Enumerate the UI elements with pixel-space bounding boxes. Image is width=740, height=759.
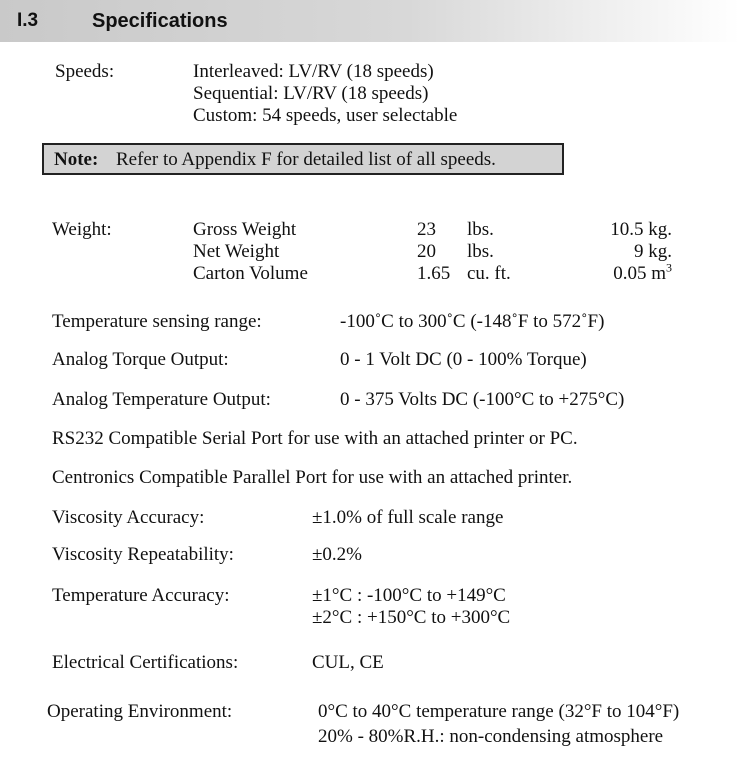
note-text: Refer to Appendix F for detailed list of all speeds.: [116, 149, 496, 170]
carton-volume-unit: cu. ft.: [467, 263, 511, 284]
operating-env-line-2: 20% - 80%R.H.: non-condensing atmosphere: [318, 726, 664, 747]
section-title: Specifications: [92, 10, 228, 32]
carton-volume-name: Carton Volume: [193, 263, 308, 284]
viscosity-repeatability-label: Viscosity Repeatability:: [52, 544, 234, 565]
section-header: [0, 0, 740, 42]
electrical-cert-value: CUL, CE: [312, 652, 384, 673]
temp-output-value: 0 - 375 Volts DC (-100°C to +275°C): [340, 389, 625, 410]
net-weight-value: 20: [417, 241, 436, 262]
temp-range-label: Temperature sensing range:: [52, 311, 262, 332]
net-weight-metric: 9 kg.: [634, 241, 672, 262]
speeds-line-1: Interleaved: LV/RV (18 speeds): [193, 61, 434, 82]
carton-volume-value: 1.65: [417, 263, 451, 284]
gross-weight-value: 23: [417, 219, 436, 240]
temp-range-value: -100˚C to 300˚C (-148˚F to 572˚F): [340, 311, 605, 332]
viscosity-repeatability-value: ±0.2%: [312, 544, 363, 565]
temp-accuracy-label: Temperature Accuracy:: [52, 585, 230, 606]
carton-volume-metric: [560, 260, 672, 285]
note-label: Note:: [54, 149, 99, 170]
temp-accuracy-line-2: ±2°C : +150°C to +300°C: [312, 607, 511, 628]
cubed-superscript: 3: [666, 260, 672, 275]
torque-output-label: Analog Torque Output:: [52, 349, 229, 370]
carton-volume-metric-value: 0.05 m: [613, 263, 666, 284]
temp-output-label: Analog Temperature Output:: [52, 389, 271, 410]
net-weight-name: Net Weight: [193, 241, 280, 262]
electrical-cert-label: Electrical Certifications:: [52, 652, 239, 673]
centronics-text: Centronics Compatible Parallel Port for use with an attached printer.: [52, 467, 573, 488]
gross-weight-metric: 10.5 kg.: [610, 219, 672, 240]
net-weight-unit: lbs.: [467, 241, 494, 262]
temp-accuracy-line-1: ±1°C : -100°C to +149°C: [312, 585, 506, 606]
gross-weight-name: Gross Weight: [193, 219, 297, 240]
torque-output-value: 0 - 1 Volt DC (0 - 100% Torque): [340, 349, 587, 370]
operating-env-line-1: 0°C to 40°C temperature range (32°F to 104°F): [318, 701, 680, 722]
operating-env-label: Operating Environment:: [47, 701, 233, 722]
speeds-label: Speeds:: [55, 61, 115, 82]
speeds-line-3: Custom: 54 speeds, user selectable: [193, 105, 458, 126]
section-number: I.3: [17, 10, 39, 31]
viscosity-accuracy-label: Viscosity Accuracy:: [52, 507, 205, 528]
note-box: [42, 143, 564, 175]
weight-label: Weight:: [52, 219, 112, 240]
speeds-line-2: Sequential: LV/RV (18 speeds): [193, 83, 429, 104]
gross-weight-unit: lbs.: [467, 219, 494, 240]
viscosity-accuracy-value: ±1.0% of full scale range: [312, 507, 504, 528]
rs232-text: RS232 Compatible Serial Port for use with an attached printer or PC.: [52, 428, 578, 449]
